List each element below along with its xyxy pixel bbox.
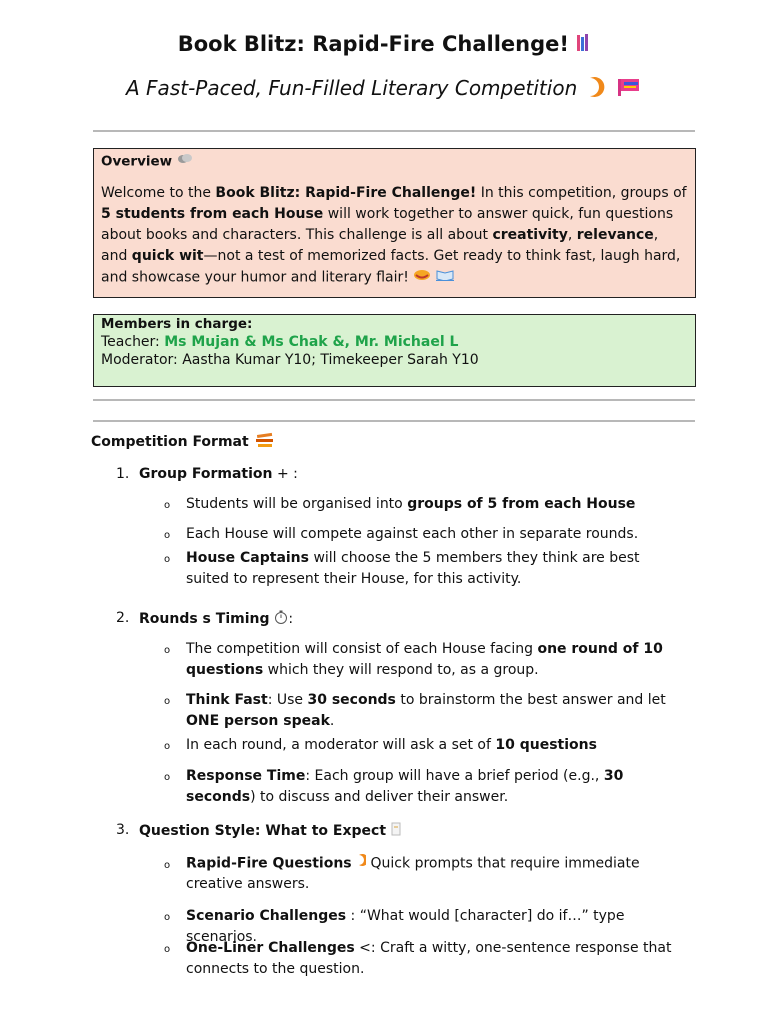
overview-paragraph: Welcome to the Book Blitz: Rapid-Fire Challenge! In this competition, groups of 5 students from each House will work together to answer quick, fun questions about books and characters. This challenge is all about creativity, relevance, and quick wit—not a test of memorized facts. Get ready to think fast, laugh hard, and showcase your humor and literary flair!	[101, 183, 688, 289]
overview-box	[93, 148, 696, 298]
list-item: House Captains will choose the 5 members they think are best suited to represent their House, for this activity.	[186, 550, 640, 587]
thinking-note-icon	[391, 822, 401, 840]
bullet-marker: o	[164, 860, 171, 871]
list-item: Response Time: Each group will have a brief period (e.g., 30 seconds) to discuss and deliver their answer.	[186, 768, 624, 805]
title-text: Book Blitz: Rapid-Fire Challenge!	[177, 32, 569, 56]
divider	[93, 420, 695, 422]
overview-heading: Overview	[101, 151, 688, 173]
laughing-face-icon	[413, 267, 431, 288]
list-item: In each round, a moderator will ask a set of 10 questions	[186, 737, 597, 753]
teacher-names: Ms Mujan & Ms Chak &, Mr. Michael L	[164, 334, 459, 350]
bullet-marker: o	[164, 530, 171, 541]
moderator-line: Moderator: Aastha Kumar Y10; Timekeeper Sarah Y10	[101, 352, 479, 368]
stopwatch-icon	[274, 610, 288, 628]
format-heading: Competition Format	[91, 432, 276, 452]
bullet-marker: o	[164, 696, 171, 707]
section-number: 3.	[116, 822, 130, 838]
list-item: Scenario Challenges : “What would [character] do if…” type scenarios.	[186, 908, 625, 945]
teacher-line: Teacher: Ms Mujan & Ms Chak &, Mr. Michael L	[101, 334, 459, 350]
divider	[93, 130, 695, 132]
bullet-marker: o	[164, 772, 171, 783]
confetti-flag-icon	[616, 76, 642, 103]
books-emoji-icon	[576, 33, 590, 58]
speech-bubble-icon	[177, 151, 193, 172]
section-title: Question Style: What to Expect	[139, 822, 401, 840]
list-item: The competition will consist of each House facing one round of 10 questions which they will respond to, as a group.	[186, 641, 663, 678]
bullet-marker: o	[164, 912, 171, 923]
list-item: One-Liner Challenges <: Craft a witty, one-sentence response that connects to the question.	[186, 940, 672, 977]
list-item: Rapid-Fire Questions Quick prompts that require immediate creative answers.	[186, 853, 686, 894]
section-number: 1.	[116, 466, 130, 482]
bullet-marker: o	[164, 944, 171, 955]
open-book-icon	[436, 267, 454, 288]
list-item: Each House will compete against each other in separate rounds.	[186, 526, 639, 542]
section-number: 2.	[116, 610, 130, 626]
members-box	[93, 314, 696, 387]
page-title	[0, 32, 768, 58]
list-item: Think Fast: Use 30 seconds to brainstorm the best answer and let ONE person speak.	[186, 692, 666, 729]
members-heading: Members in charge:	[101, 316, 253, 332]
section-title: Group Formation + :	[139, 466, 298, 482]
bullet-marker: o	[164, 741, 171, 752]
moon-icon	[356, 853, 366, 874]
subtitle-text: A Fast-Paced, Fun-Filled Literary Competition	[126, 76, 578, 100]
books-stack-icon	[254, 432, 276, 452]
bullet-marker: o	[164, 645, 171, 656]
page-subtitle	[0, 76, 768, 103]
divider	[93, 399, 695, 401]
bullet-marker: o	[164, 500, 171, 511]
list-item: Students will be organised into groups of 5 from each House	[186, 496, 636, 512]
moon-icon	[584, 76, 610, 103]
bullet-marker: o	[164, 554, 171, 565]
section-title: Rounds s Timing :	[139, 611, 294, 627]
